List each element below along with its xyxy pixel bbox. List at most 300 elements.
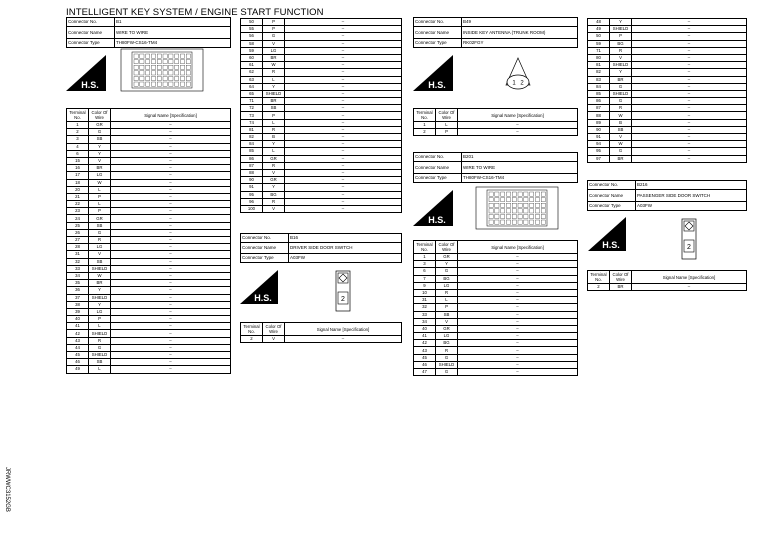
signal-cell: – (285, 62, 402, 69)
b1-info-table: Connector No. B1 Connector Name WIRE TO WIRE Connector Type TH80FW-CS16-TM4 (66, 17, 231, 48)
color-cell: BR (263, 54, 285, 61)
terminal-cell: 34 (414, 318, 436, 325)
table-row (241, 191, 402, 198)
signal-cell: – (285, 33, 402, 40)
terminal-cell: 65 (241, 90, 263, 97)
table-row (67, 201, 231, 208)
terminal-cell: 18 (67, 179, 89, 186)
signal-cell: – (111, 215, 231, 222)
color-cell: R (436, 347, 458, 354)
color-cell: R (89, 237, 111, 244)
color-cell: G (436, 369, 458, 376)
table-row (588, 90, 747, 97)
signal-cell: – (632, 105, 747, 112)
table-row (414, 354, 578, 361)
table-row (241, 336, 402, 343)
terminal-cell: 32 (414, 304, 436, 311)
terminal-cell: 84 (588, 83, 610, 90)
terminal-cell: 43 (414, 347, 436, 354)
signal-cell: – (285, 134, 402, 141)
color-cell: SHIELD (89, 294, 111, 301)
signal-cell: – (632, 134, 747, 141)
terminal-cell: 17 (67, 172, 89, 179)
terminal-cell: 61 (241, 62, 263, 69)
color-cell: Y (263, 83, 285, 90)
table-row (414, 347, 578, 354)
color-cell: GR (436, 254, 458, 261)
svg-text:H.S.: H.S. (428, 80, 446, 90)
color-cell: R (610, 47, 632, 54)
table-row (67, 143, 231, 150)
signal-cell: – (285, 26, 402, 33)
svg-text:1: 1 (512, 80, 516, 87)
color-cell: R (263, 126, 285, 133)
color-cell: Y (89, 287, 111, 294)
signal-cell: – (458, 297, 578, 304)
signal-cell: – (458, 318, 578, 325)
color-cell: V (263, 169, 285, 176)
color-cell: LG (263, 47, 285, 54)
color-cell: SHIELD (89, 352, 111, 359)
color-cell: LG (436, 282, 458, 289)
table-row (414, 122, 578, 129)
signal-cell: – (111, 237, 231, 244)
terminal-cell: 82 (241, 134, 263, 141)
color-cell: GR (436, 325, 458, 332)
signal-cell: – (111, 287, 231, 294)
terminal-cell: 6 (67, 150, 89, 157)
table-row (588, 54, 747, 61)
table-row (241, 169, 402, 176)
color-cell: W (610, 141, 632, 148)
table-row (588, 134, 747, 141)
color-cell: GR (263, 177, 285, 184)
color-cell: BG (263, 191, 285, 198)
color-cell: SB (89, 258, 111, 265)
signal-cell: – (285, 54, 402, 61)
signal-cell: – (111, 294, 231, 301)
table-row (414, 361, 578, 368)
signal-cell: – (111, 366, 231, 373)
terminal-cell: 26 (67, 229, 89, 236)
table-row (241, 19, 402, 26)
color-cell: V (263, 40, 285, 47)
color-cell: SHIELD (436, 361, 458, 368)
table-row (241, 47, 402, 54)
signal-cell: – (458, 289, 578, 296)
table-row (588, 141, 747, 148)
color-cell: BR (610, 76, 632, 83)
terminal-cell: 59 (588, 40, 610, 47)
signal-cell: – (632, 90, 747, 97)
color-cell: L (263, 76, 285, 83)
signal-cell: – (111, 359, 231, 366)
terminal-cell: 71 (241, 98, 263, 105)
terminal-cell: 25 (67, 222, 89, 229)
table-row (67, 280, 231, 287)
signal-cell: – (111, 193, 231, 200)
signal-cell: – (458, 311, 578, 318)
color-cell: P (610, 33, 632, 40)
signal-cell: – (285, 83, 402, 90)
table-row (241, 69, 402, 76)
table-row (67, 179, 231, 186)
b1-connector-face-icon (120, 48, 204, 92)
table-row (414, 129, 578, 136)
terminal-cell: 59 (241, 47, 263, 54)
svg-text:2: 2 (687, 244, 691, 251)
b49-connector-face-icon (505, 55, 531, 91)
b49-terminal-table: Terminal No. Color Of Wire Signal Name [Specification] 1 L – 2 P – (413, 108, 578, 136)
terminal-cell: 40 (414, 325, 436, 332)
table-row (241, 83, 402, 90)
table-row (67, 136, 231, 143)
signal-cell: – (458, 268, 578, 275)
signal-cell: – (111, 352, 231, 359)
table-row (67, 294, 231, 301)
terminal-cell: 84 (241, 141, 263, 148)
terminal-cell: 47 (414, 369, 436, 376)
table-row (241, 98, 402, 105)
color-cell: R (263, 198, 285, 205)
terminal-cell: 1 (414, 254, 436, 261)
table-row (67, 193, 231, 200)
table-row (67, 344, 231, 351)
terminal-cell: 7 (414, 275, 436, 282)
terminal-cell: 49 (67, 366, 89, 373)
color-cell: P (263, 26, 285, 33)
b201-terminal-table-continued (587, 18, 747, 163)
color-cell: GR (263, 155, 285, 162)
color-cell: G (89, 344, 111, 351)
terminal-cell: 50 (241, 19, 263, 26)
signal-cell: – (111, 323, 231, 330)
terminal-cell: 90 (241, 177, 263, 184)
table-row (67, 330, 231, 337)
signal-cell: – (632, 69, 747, 76)
color-cell: SB (436, 311, 458, 318)
signal-cell: – (111, 301, 231, 308)
signal-cell: – (285, 205, 402, 212)
svg-text:2: 2 (341, 296, 345, 303)
terminal-cell: 58 (241, 40, 263, 47)
terminal-cell: 40 (67, 316, 89, 323)
color-cell: L (263, 119, 285, 126)
color-cell: LG (89, 308, 111, 315)
terminal-cell: 95 (241, 191, 263, 198)
terminal-cell: 45 (414, 354, 436, 361)
hs-icon (413, 190, 453, 226)
table-row (67, 272, 231, 279)
terminal-cell: 62 (241, 69, 263, 76)
terminal-cell: 91 (241, 184, 263, 191)
terminal-cell: 88 (588, 112, 610, 119)
svg-text:H.S.: H.S. (428, 215, 446, 225)
table-row (414, 333, 578, 340)
b1-terminal-table-continued (240, 18, 402, 213)
b16-info-table: Connector No. B16 Connector Name DRIVER SIDE DOOR SWITCH Connector Type A03FW (240, 233, 402, 263)
signal-cell: – (458, 347, 578, 354)
color-cell: BG (436, 340, 458, 347)
signal-cell: – (111, 330, 231, 337)
signal-cell: – (111, 229, 231, 236)
signal-cell: – (285, 90, 402, 97)
signal-cell: – (632, 98, 747, 105)
terminal-cell: 41 (67, 323, 89, 330)
table-row (241, 105, 402, 112)
table-row (414, 340, 578, 347)
signal-cell: – (285, 69, 402, 76)
hs-icon (588, 217, 626, 251)
terminal-cell: 2 (241, 336, 263, 343)
signal-cell: – (632, 76, 747, 83)
table-row (67, 229, 231, 236)
terminal-cell: 81 (588, 62, 610, 69)
signal-cell: – (285, 40, 402, 47)
terminal-cell: 10 (414, 289, 436, 296)
table-row (241, 148, 402, 155)
color-cell: BR (89, 165, 111, 172)
table-row (241, 162, 402, 169)
table-row (241, 141, 402, 148)
signal-cell: – (285, 119, 402, 126)
terminal-cell: 74 (241, 119, 263, 126)
color-cell: V (263, 205, 285, 212)
terminal-cell: 32 (67, 258, 89, 265)
signal-cell: – (285, 148, 402, 155)
svg-text:H.S.: H.S. (602, 240, 620, 250)
terminal-cell: 15 (67, 157, 89, 164)
signal-cell: – (111, 136, 231, 143)
terminal-cell: 91 (588, 134, 610, 141)
terminal-cell: 2 (588, 284, 610, 291)
signal-cell: – (111, 122, 231, 129)
signal-cell: – (458, 325, 578, 332)
signal-cell: – (285, 112, 402, 119)
table-row (241, 126, 402, 133)
signal-cell: – (111, 157, 231, 164)
signal-cell: – (111, 150, 231, 157)
terminal-cell: 35 (67, 280, 89, 287)
table-row (67, 308, 231, 315)
signal-cell: – (285, 47, 402, 54)
terminal-cell: 34 (67, 272, 89, 279)
signal-cell: – (285, 191, 402, 198)
color-cell: R (89, 337, 111, 344)
signal-cell: – (632, 155, 747, 162)
terminal-cell: 6 (414, 268, 436, 275)
signal-cell: – (285, 336, 402, 343)
b216-info-table: Connector No. B216 Connector Name PASSENGER SIDE DOOR SWITCH Connector Type A03FW (587, 180, 747, 211)
signal-cell: – (458, 122, 578, 129)
signal-cell: – (632, 119, 747, 126)
color-cell: SHIELD (89, 265, 111, 272)
table-row (588, 155, 747, 162)
table-row (588, 112, 747, 119)
table-row (67, 172, 231, 179)
table-row (67, 316, 231, 323)
terminal-cell: 89 (588, 119, 610, 126)
signal-cell: – (285, 177, 402, 184)
terminal-cell: 94 (588, 141, 610, 148)
signal-cell: – (111, 265, 231, 272)
color-cell: B (263, 134, 285, 141)
terminal-cell: 87 (588, 105, 610, 112)
table-row (414, 261, 578, 268)
color-cell: LG (89, 244, 111, 251)
table-row (588, 40, 747, 47)
terminal-cell: 73 (241, 112, 263, 119)
signal-cell: – (458, 261, 578, 268)
signal-cell: – (111, 172, 231, 179)
terminal-cell: 1 (67, 122, 89, 129)
color-cell: SB (263, 105, 285, 112)
table-row (67, 208, 231, 215)
color-cell: V (89, 251, 111, 258)
b16-terminal-table: Terminal No. Color Of Wire Signal Name [Specification] 2 V – (240, 322, 402, 343)
b16-connector-face-icon (335, 270, 351, 312)
color-cell: L (89, 201, 111, 208)
color-cell: Y (263, 184, 285, 191)
color-cell: V (89, 157, 111, 164)
signal-cell: – (458, 275, 578, 282)
color-cell: LG (89, 172, 111, 179)
table-row (67, 165, 231, 172)
table-row (588, 62, 747, 69)
signal-cell: – (111, 143, 231, 150)
color-cell: SB (89, 222, 111, 229)
terminal-cell: 38 (67, 301, 89, 308)
table-row (414, 275, 578, 282)
signal-cell: – (285, 76, 402, 83)
table-row (414, 289, 578, 296)
signal-cell: – (111, 165, 231, 172)
terminal-cell: 48 (588, 19, 610, 26)
table-row (588, 83, 747, 90)
table-row (241, 54, 402, 61)
table-row (67, 359, 231, 366)
color-cell: G (89, 229, 111, 236)
color-cell: Y (89, 150, 111, 157)
terminal-cell: 86 (588, 98, 610, 105)
table-row (588, 47, 747, 54)
color-cell: L (436, 297, 458, 304)
table-row (414, 304, 578, 311)
signal-cell: – (632, 40, 747, 47)
svg-text:H.S.: H.S. (254, 293, 272, 303)
terminal-cell: 49 (588, 26, 610, 33)
color-cell: Y (436, 261, 458, 268)
color-cell: GR (89, 215, 111, 222)
signal-cell: – (458, 333, 578, 340)
table-row (588, 98, 747, 105)
color-cell: R (263, 162, 285, 169)
signal-cell: – (111, 186, 231, 193)
signal-cell: – (111, 258, 231, 265)
terminal-cell: 16 (67, 165, 89, 172)
color-cell: V (436, 318, 458, 325)
terminal-cell: 22 (67, 201, 89, 208)
table-row (67, 337, 231, 344)
table-row (241, 155, 402, 162)
hs-icon (66, 55, 106, 91)
color-cell: P (89, 208, 111, 215)
color-cell: P (436, 129, 458, 136)
color-cell: R (436, 289, 458, 296)
b201-info-table: Connector No. B201 Connector Name WIRE TO WIRE Connector Type TH80FW-CS16-TM4 (413, 152, 578, 183)
table-row (67, 237, 231, 244)
color-cell: G (610, 148, 632, 155)
table-row (67, 352, 231, 359)
b216-terminal-table: Terminal No. Color Of Wire Signal Name [Specification] 2 BR – (587, 270, 747, 291)
terminal-cell: 80 (588, 54, 610, 61)
signal-cell: – (458, 282, 578, 289)
signal-cell: – (632, 141, 747, 148)
terminal-cell: 46 (414, 361, 436, 368)
table-row (588, 33, 747, 40)
terminal-cell: 41 (414, 333, 436, 340)
signal-cell: – (458, 129, 578, 136)
color-cell: G (263, 33, 285, 40)
terminal-cell: 88 (241, 169, 263, 176)
terminal-cell: 63 (241, 76, 263, 83)
table-row (67, 129, 231, 136)
signal-cell: – (458, 361, 578, 368)
b216-connector-face-icon (681, 218, 697, 260)
signal-cell: – (285, 141, 402, 148)
terminal-cell: 9 (414, 282, 436, 289)
table-row (241, 119, 402, 126)
signal-cell: – (111, 251, 231, 258)
table-row (588, 19, 747, 26)
terminal-cell: 81 (241, 126, 263, 133)
terminal-cell: 85 (241, 148, 263, 155)
signal-cell: – (111, 179, 231, 186)
table-row (241, 62, 402, 69)
table-row (241, 177, 402, 184)
table-row (414, 369, 578, 376)
signal-cell: – (111, 337, 231, 344)
signal-cell: – (111, 129, 231, 136)
signal-cell: – (111, 344, 231, 351)
color-cell: W (89, 179, 111, 186)
table-row (414, 318, 578, 325)
color-cell: P (89, 316, 111, 323)
signal-cell: – (632, 26, 747, 33)
terminal-cell: 36 (67, 287, 89, 294)
table-row (67, 122, 231, 129)
table-row (241, 134, 402, 141)
color-cell: BR (610, 155, 632, 162)
terminal-cell: 56 (241, 33, 263, 40)
terminal-cell: 60 (241, 54, 263, 61)
table-row (67, 215, 231, 222)
terminal-cell: 24 (67, 215, 89, 222)
color-cell: Y (263, 141, 285, 148)
terminal-cell: 50 (588, 33, 610, 40)
table-row (414, 297, 578, 304)
terminal-cell: 33 (414, 311, 436, 318)
signal-cell: – (111, 208, 231, 215)
color-cell: SHIELD (610, 62, 632, 69)
color-cell: B (610, 119, 632, 126)
table-row (67, 323, 231, 330)
table-row (414, 268, 578, 275)
table-row (588, 148, 747, 155)
terminal-cell: 86 (241, 155, 263, 162)
terminal-cell: 21 (67, 193, 89, 200)
signal-cell: – (632, 54, 747, 61)
